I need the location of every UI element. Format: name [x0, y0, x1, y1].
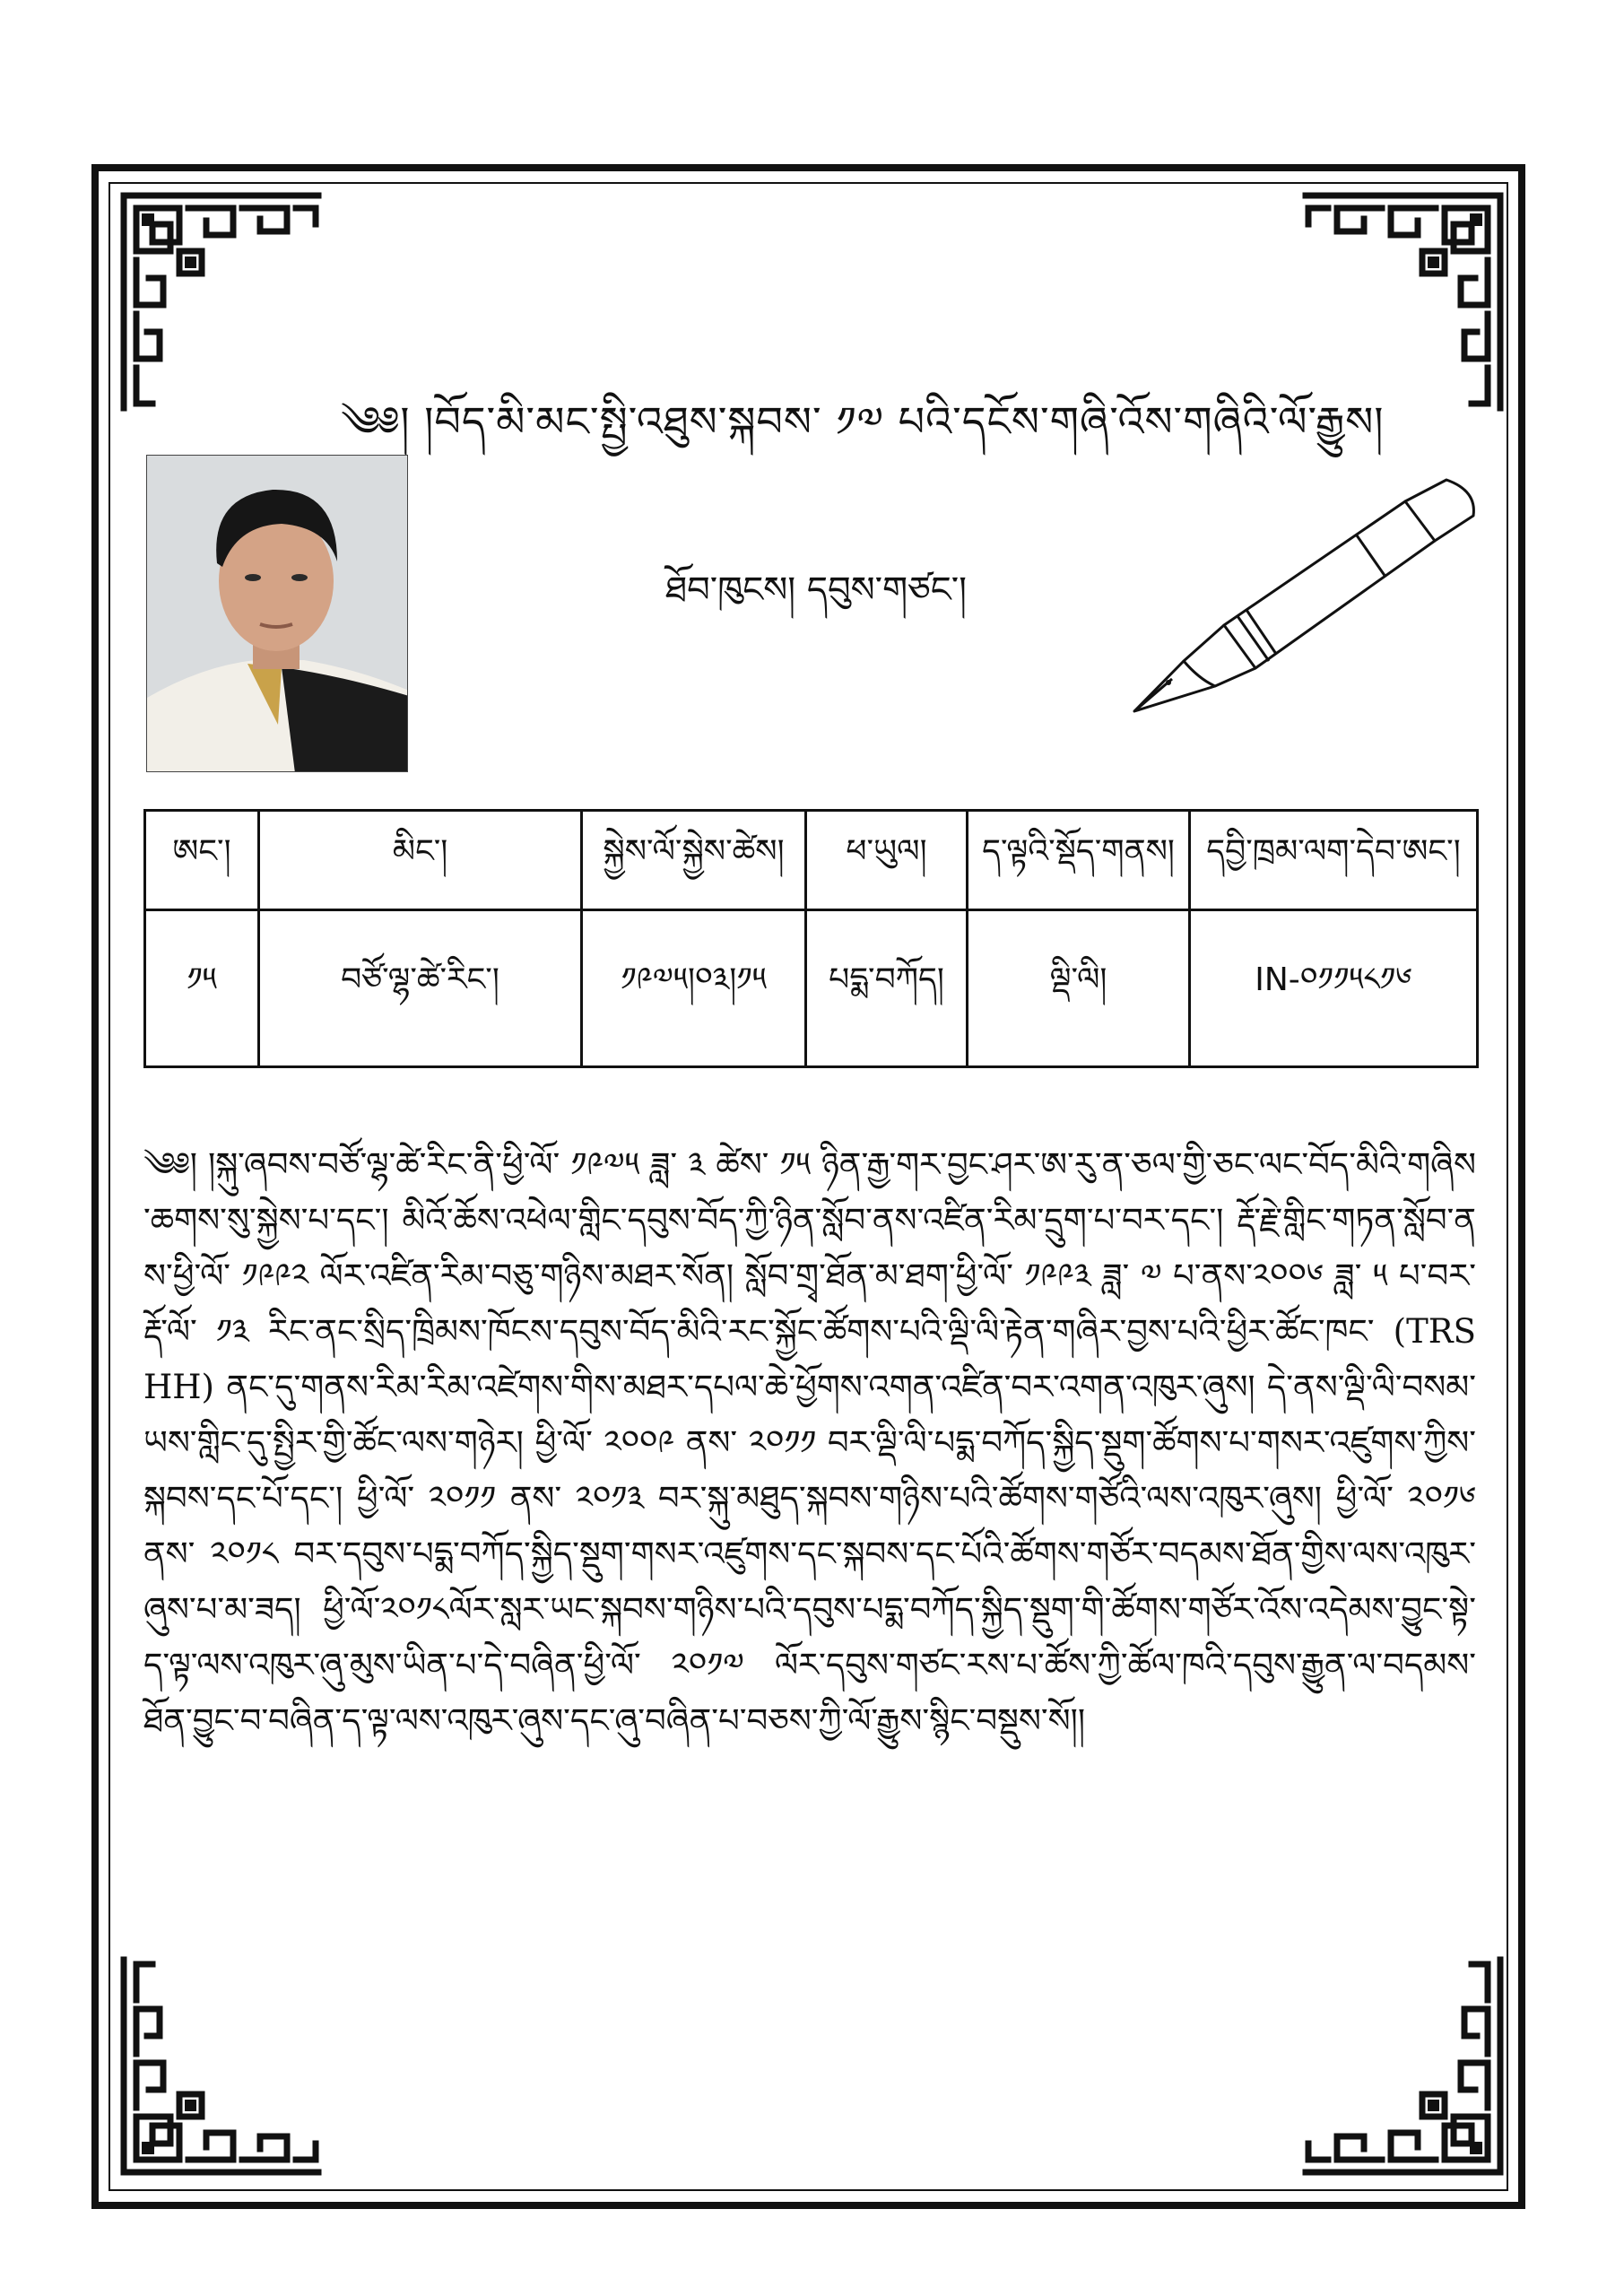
header-green-book-number: དབྱི་ཁྲམ་ལག་དེབ་ཨང་། [1190, 811, 1478, 910]
pen-icon [1116, 471, 1484, 731]
corner-ornament-icon [117, 188, 323, 413]
header-birth-date: སྐྱེས་ལོ་སྐྱེས་ཚེས། [582, 811, 806, 910]
header-current-residence: ད་ལྟའི་སྡོད་གནས། [968, 811, 1190, 910]
page-title: ༄༅། །བོད་མི་མང་སྤྱི་འཐུས་སྐབས་ ༡༧ པའི་དངོས་གཞི་འོས་གཞིའི་ལོ་རྒྱུས། [341, 397, 1385, 446]
portrait-icon [147, 456, 408, 772]
candidate-photo [146, 455, 408, 772]
cell-birth-date: ༡༩༧༥།༠༣།༡༥ [582, 910, 806, 1067]
cell-native-place: པདྨ་བཀོད། [806, 910, 968, 1067]
candidate-info-table [143, 809, 1479, 1068]
cell-green-book-number: IN-༠༡༡༥༨༡༦ [1190, 910, 1478, 1067]
constituency-label: ཐོབ་ཁུངས། དབུས་གཙང་། [664, 570, 968, 611]
cell-number: ༡༥ [145, 910, 259, 1067]
biography-paragraph: ༄༅། །སྐུ་ཞབས་བཙོ་ལྷ་ཚེ་རིང་ནི་ཕྱི་ལོ་ ༡༩༧༥ ཟླ་ ༣ ཚེས་ ༡༥ ཉིན་རྒྱ་གར་བྱང་ཤར་ཨ་རུ་ན་ཅལ་གྱི་ཅང་ལང་བོད་མིའི་གཞིས་ཆགས་སུ་སྐྱེས་པ་དང་། མིའོ་ཆོས་འཕེལ་གླིང་དབུས་བོད་ཀྱི་ཉིན་སློབ་ནས་འཛིན་རིམ་དྲུག་པ་བར་དང་། རྡོ་རྗེ་གླིང་གཏན་སློབ་ནས་ཕྱི་ལོ་ ༡༩༩༢ ལོར་འཛིན་རིམ་བཅུ་གཉིས་མཐར་སོན། སློབ་གྲྭ་ཐོན་མ་ཐག་ཕྱི་ལོ་ ༡༩༩༣ ཟླ་ ༧ པ་ནས་༢༠༠༦ ཟླ་ ༥ པ་བར་རྡོ་ལོ་ ༡༣ རིང་ནང་སྲིད་ཁྲིམས་ཁོངས་དབུས་བོད་མིའི་རང་སྐྱོང་ཚོགས་པའི་ལྡི་ལི་རྟེན་གཞིར་བྱས་པའི་ཕྱིར་ཚོང་ཁང་ (TRSHH) ནང་དུ་གནས་རིམ་རིམ་འཛེགས་གིས་མཐར་དཔལ་ཆེ་ཕྱོགས་འགན་འཛིན་བར་འགན་འཁུར་ཞུས། དེ་ནས་ལྡི་ལི་བསམ་ཡས་གླིང་དུ་སྤྱིར་གྱི་ཚོང་ལས་གཉེར། ཕྱི་ལོ་ ༢༠༠༩ ནས་ ༢༠༡༡ བར་ལྡི་ལི་པདྨ་བཀོད་སྐྱིད་སྡུག་ཚོགས་པ་གསར་འཛུགས་ཀྱིས་སྐབས་དང་པོ་དང་། ཕྱི་ལོ་ ༢༠༡༡ ནས་ ༢༠༡༣ བར་སྐུ་མཐུད་སྐབས་གཉིས་པའི་ཚོགས་གཙོའི་ལས་འཁུར་ཞུས། ཕྱི་ལོ་ ༢༠༡༦ ནས་ ༢༠༡༨ བར་དབུས་པདྨ་བཀོད་སྐྱིད་སྡུག་གསར་འཛུགས་དང་སྐབས་དང་པོའི་ཚོགས་གཙོར་བདམས་ཐོན་གྱིས་ལས་འཁུར་ཞུས་པ་མ་ཟད། ཕྱི་ལོ་༢༠༡༨ལོར་སླར་ཡང་སྐབས་གཉིས་པའི་དབུས་པདྨ་བཀོད་སྐྱིད་སྡུག་གི་ཚོགས་གཙོར་འོས་འདེམས་བྱུང་སྟེ་ད་ལྟ་ལས་འཁུར་ཞུ་མུས་ཡིན་པ་དེ་བཞིན་ཕྱི་ལོ་ ༢༠༡༧ ལོར་དབུས་གཙང་རས་པ་ཚོས་ཀྱི་ཚོལ་ཁའི་དབུས་རྒྱུན་ལ་བདམས་ཐོན་བྱུང་བ་བཞིན་ད་ལྟ་ལས་འཁུར་ཞུས་དང་ཞུ་བཞིན་པ་བཅས་ཀྱི་ལོ་རྒྱུས་སྙིང་བསྡུས་སོ།། [143, 1145, 1476, 1740]
corner-ornament-icon [1301, 1955, 1507, 2179]
cell-current-residence: ལྡི་ལི། [968, 910, 1190, 1067]
header-number: ཨང་། [145, 811, 259, 910]
table-header-row [145, 811, 1478, 910]
cell-name: བཙོ་ལྷ་ཚེ་རིང་། [259, 910, 582, 1067]
table-row [145, 910, 1478, 1067]
corner-ornament-icon [1301, 188, 1507, 413]
header-native-place: ཕ་ཡུལ། [806, 811, 968, 910]
header-name: མིང་། [259, 811, 582, 910]
corner-ornament-icon [117, 1955, 323, 2179]
